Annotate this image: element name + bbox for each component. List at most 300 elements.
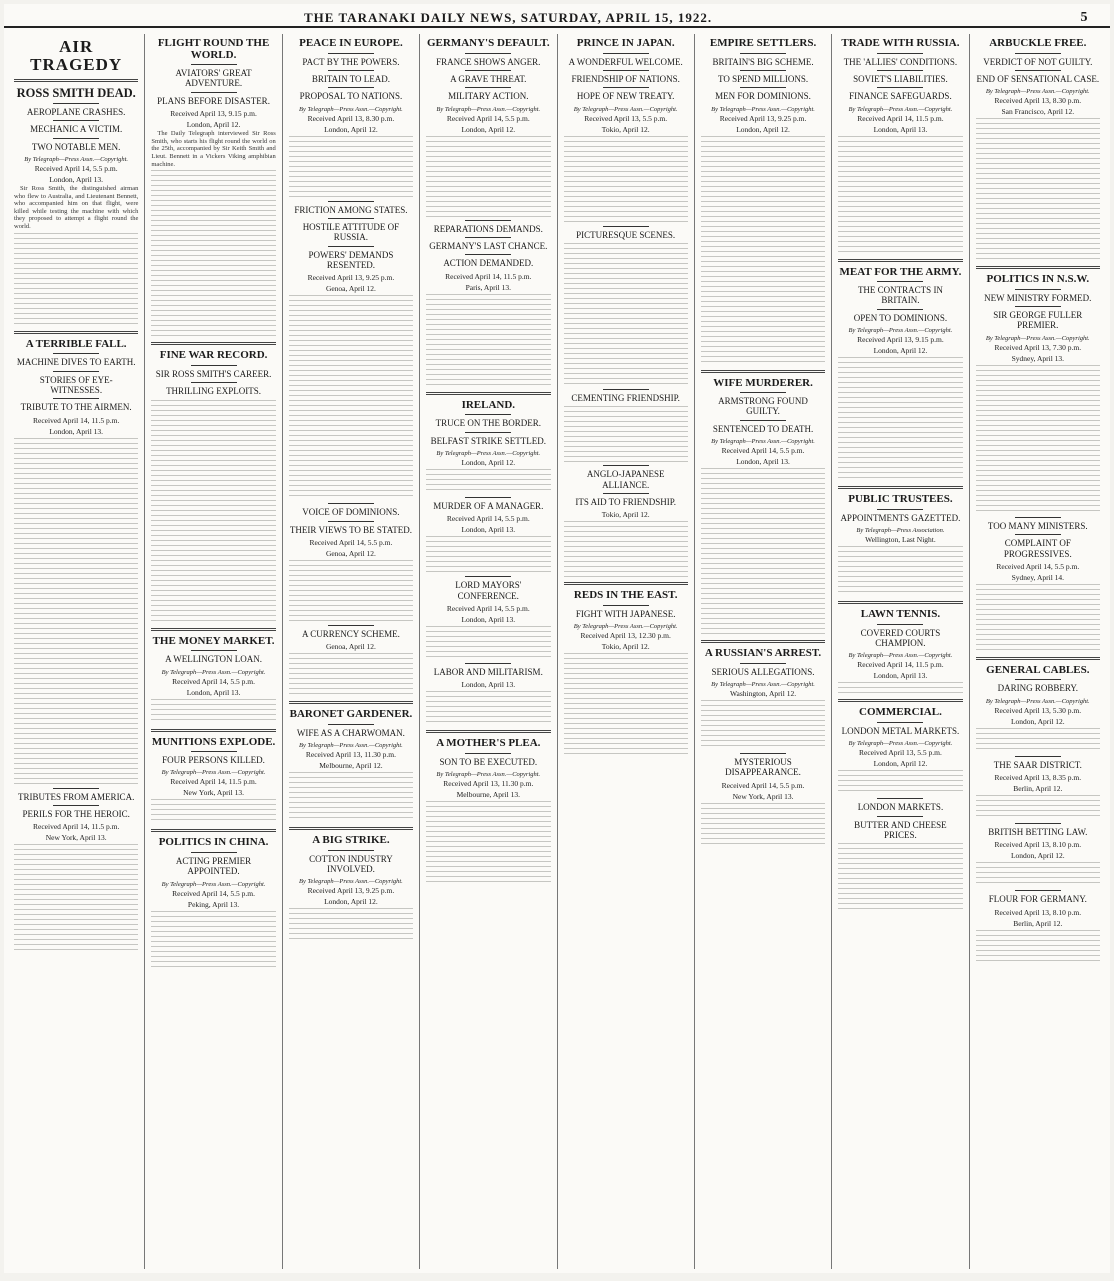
received-time: Received April 13, 5.5 p.m. bbox=[858, 748, 942, 758]
subheadline: ARMSTRONG FOUND GUILTY. bbox=[718, 396, 808, 417]
dateline: Berlin, April 12. bbox=[1013, 784, 1063, 794]
headline: PEACE IN EUROPE. bbox=[299, 37, 403, 49]
body-text-block bbox=[426, 294, 550, 387]
dateline: London, April 13. bbox=[461, 525, 516, 535]
subheadline: REPARATIONS DEMANDS. bbox=[433, 223, 543, 234]
headline-rule bbox=[877, 722, 923, 723]
headline-rule bbox=[465, 220, 511, 221]
subheadline: SERIOUS ALLEGATIONS. bbox=[711, 666, 815, 677]
subheadline: LONDON METAL MARKETS. bbox=[841, 725, 960, 736]
subheadline: BUTTER AND CHEESE PRICES. bbox=[854, 819, 947, 840]
headline-rule bbox=[740, 70, 786, 71]
subheadline: LABOR AND MILITARISM. bbox=[433, 666, 543, 677]
body-text-block bbox=[976, 795, 1100, 820]
received-time: Received April 14, 5.5 p.m. bbox=[172, 676, 256, 686]
subheadline: NEW MINISTRY FORMED. bbox=[984, 292, 1092, 303]
body-text-block bbox=[151, 170, 275, 337]
received-time: Received April 14, 5.5 p.m. bbox=[309, 537, 393, 547]
headline: A TERRIBLE FALL. bbox=[25, 337, 127, 350]
subheadline: COTTON INDUSTRY INVOLVED. bbox=[309, 853, 393, 875]
body-text-block bbox=[426, 136, 550, 217]
body-text-block bbox=[976, 584, 1100, 652]
subheadline: A GRAVE THREAT. bbox=[450, 73, 527, 84]
headline-rule bbox=[1015, 289, 1061, 290]
dateline: London, April 13. bbox=[186, 687, 241, 697]
subheadline: VERDICT OF NOT GUILTY. bbox=[983, 56, 1093, 67]
dateline: London, April 12. bbox=[186, 120, 241, 130]
article-separator bbox=[151, 829, 275, 832]
headline: EMPIRE SETTLERS. bbox=[709, 37, 817, 49]
subheadline: A CURRENCY SCHEME. bbox=[301, 628, 400, 639]
headline-rule bbox=[740, 392, 786, 393]
body-text-block bbox=[289, 560, 413, 622]
dispatch-credit: By Telegraph—Press Assn.—Copyright. bbox=[573, 105, 678, 113]
subheadline: WIFE AS A CHARWOMAN. bbox=[296, 727, 405, 738]
article-separator bbox=[838, 699, 962, 702]
headline-rule bbox=[1015, 823, 1061, 824]
masthead bbox=[4, 4, 1110, 28]
headline-rule bbox=[603, 70, 649, 71]
headline: IRELAND. bbox=[461, 398, 516, 411]
headline-rule bbox=[191, 852, 237, 853]
received-time: Received April 13, 9.25 p.m. bbox=[719, 113, 807, 123]
article-separator bbox=[838, 486, 962, 489]
headline-rule bbox=[877, 87, 923, 88]
dispatch-credit: By Telegraph—Press Assn.—Copyright. bbox=[848, 652, 953, 660]
column-7 bbox=[832, 34, 969, 1269]
dateline: Genoa, April 12. bbox=[325, 284, 376, 294]
body-text-block bbox=[289, 772, 413, 822]
article-separator bbox=[151, 342, 275, 345]
headline-rule bbox=[191, 365, 237, 366]
headline-rule bbox=[1015, 890, 1061, 891]
dateline: New York, April 13. bbox=[183, 788, 244, 798]
headline-rule bbox=[603, 53, 649, 54]
body-text-block bbox=[838, 770, 962, 795]
body-text-block bbox=[701, 136, 825, 365]
dispatch-credit: By Telegraph—Press Assn.—Copyright. bbox=[573, 623, 678, 631]
subheadline: AVIATORS' GREAT ADVENTURE. bbox=[175, 68, 252, 89]
headline-rule bbox=[53, 805, 99, 806]
subheadline: TRUCE ON THE BORDER. bbox=[435, 418, 541, 429]
received-time: Received April 13, 9.15 p.m. bbox=[857, 335, 944, 345]
headline: AIR TRAGEDY bbox=[30, 37, 123, 74]
page-number: 5 bbox=[1080, 10, 1088, 25]
headline-rule bbox=[328, 70, 374, 71]
dateline: Sydney, April 13. bbox=[1011, 353, 1065, 363]
headline-rule bbox=[328, 87, 374, 88]
dateline: Peking, April 13. bbox=[187, 899, 240, 909]
headline-rule bbox=[328, 201, 374, 202]
subheadline: HOSTILE ATTITUDE OF RUSSIA. bbox=[302, 221, 400, 243]
received-time: Received April 14, 5.5 p.m. bbox=[446, 514, 530, 524]
dispatch-credit: By Telegraph—Press Assn.—Copyright. bbox=[299, 878, 403, 886]
body-text-block bbox=[426, 469, 550, 494]
subheadline: SIR GEORGE FULLER PREMIER. bbox=[993, 310, 1083, 331]
dateline: London, April 13. bbox=[461, 614, 516, 624]
headline-rule bbox=[465, 497, 511, 498]
subheadline: TOO MANY MINISTERS. bbox=[987, 520, 1088, 531]
body-text-block bbox=[976, 118, 1100, 261]
dateline: London, April 12. bbox=[736, 124, 790, 134]
dispatch-credit: By Telegraph—Press Assn.—Copyright. bbox=[299, 742, 403, 750]
subheadline: PROPOSAL TO NATIONS. bbox=[299, 91, 403, 102]
headline-rule bbox=[877, 53, 923, 54]
headline-rule bbox=[465, 414, 511, 415]
subheadline: PERILS FOR THE HEROIC. bbox=[22, 809, 130, 820]
body-text-block bbox=[838, 682, 962, 694]
headline-rule bbox=[465, 87, 511, 88]
subheadline: APPOINTMENTS GAZETTED. bbox=[840, 512, 961, 523]
subheadline: SON TO BE EXECUTED. bbox=[439, 756, 538, 767]
subheadline: LONDON MARKETS. bbox=[857, 802, 944, 813]
subheadline: THEIR VIEWS TO BE STATED. bbox=[289, 524, 412, 535]
dateline: Melbourne, April 12. bbox=[319, 761, 383, 771]
headline-rule bbox=[1015, 679, 1061, 680]
dateline: London, April 13. bbox=[49, 426, 104, 436]
headline-rule bbox=[191, 650, 237, 651]
column-8 bbox=[970, 34, 1106, 1269]
body-text-block bbox=[289, 295, 413, 500]
headline-rule bbox=[877, 816, 923, 817]
column-6 bbox=[695, 34, 832, 1269]
article-separator bbox=[151, 729, 275, 732]
body-text-block bbox=[838, 136, 962, 254]
body-text-block bbox=[564, 653, 688, 758]
headline-rule bbox=[1015, 70, 1061, 71]
headline-rule bbox=[465, 753, 511, 754]
headline-rule bbox=[603, 465, 649, 466]
column-5 bbox=[558, 34, 695, 1269]
body-text-block bbox=[976, 862, 1100, 887]
received-time: Received April 14, 11.5 p.m. bbox=[857, 113, 944, 123]
body-text-block bbox=[976, 728, 1100, 753]
headline: POLITICS IN CHINA. bbox=[158, 836, 269, 849]
subheadline: TRIBUTE TO THE AIRMEN. bbox=[20, 402, 132, 413]
dateline: Genoa, April 12. bbox=[325, 642, 376, 652]
headline: A MOTHER'S PLEA. bbox=[436, 737, 541, 750]
received-time: Received April 14, 11.5 p.m. bbox=[33, 415, 120, 425]
masthead-title: THE TARANAKI DAILY NEWS, SATURDAY, APRIL 15, 1922. bbox=[304, 10, 713, 25]
headline-rule bbox=[1015, 306, 1061, 307]
headline-rule bbox=[465, 576, 511, 577]
subheadline: FLOUR FOR GERMANY. bbox=[988, 894, 1087, 905]
headline-rule bbox=[740, 420, 786, 421]
dateline: London, April 13. bbox=[736, 457, 790, 467]
dateline: London, April 12. bbox=[1010, 716, 1065, 726]
body-text-block bbox=[14, 438, 138, 785]
dateline: Melbourne, April 13. bbox=[456, 790, 520, 800]
dispatch-credit: By Telegraph—Press Assn.—Copyright. bbox=[299, 105, 403, 113]
headline-rule bbox=[328, 53, 374, 54]
headline-rule bbox=[328, 850, 374, 851]
headline-rule bbox=[877, 624, 923, 625]
dispatch-credit: By Telegraph—Press Assn.—Copyright. bbox=[711, 105, 815, 113]
headline: COMMERCIAL. bbox=[859, 706, 942, 719]
article-separator bbox=[289, 701, 413, 704]
article-separator bbox=[838, 259, 962, 262]
dateline: London, April 13. bbox=[461, 680, 516, 690]
article-separator bbox=[289, 827, 413, 830]
subheadline: A WONDERFUL WELCOME. bbox=[568, 56, 683, 67]
dateline: Wellington, Last Night. bbox=[865, 535, 936, 545]
article-separator bbox=[426, 392, 550, 395]
subheadline: FINANCE SAFEGUARDS. bbox=[849, 91, 952, 102]
subheadline: PLANS BEFORE DISASTER. bbox=[157, 95, 270, 106]
received-time: Received April 14, 5.5 p.m. bbox=[721, 780, 805, 790]
headline-rule bbox=[53, 398, 99, 399]
subheadline: BRITISH BETTING LAW. bbox=[988, 827, 1088, 838]
body-text-block bbox=[426, 536, 550, 573]
dateline: Washington, April 12. bbox=[730, 689, 797, 699]
column-3 bbox=[283, 34, 420, 1269]
article-separator bbox=[564, 582, 688, 585]
body-text-block bbox=[564, 521, 688, 577]
body-text-block bbox=[976, 365, 1100, 514]
headline: MEAT FOR THE ARMY. bbox=[839, 265, 962, 278]
headline-rule bbox=[465, 237, 511, 238]
received-time: Received April 13, 11.30 p.m. bbox=[305, 750, 396, 760]
dateline: London, April 12. bbox=[873, 759, 928, 769]
headline: A RUSSIAN'S ARREST. bbox=[704, 647, 822, 660]
headline-rule bbox=[603, 226, 649, 227]
subheadline: ITS AID TO FRIENDSHIP. bbox=[575, 496, 677, 507]
headline-rule bbox=[465, 70, 511, 71]
body-text-block bbox=[151, 699, 275, 724]
body-text-block bbox=[14, 844, 138, 953]
dispatch-credit: By Telegraph—Press Assn.—Copyright. bbox=[711, 438, 815, 446]
column-1 bbox=[8, 34, 145, 1269]
headline-rule bbox=[603, 87, 649, 88]
article-separator bbox=[701, 640, 825, 643]
columns-container bbox=[8, 34, 1106, 1269]
received-time: Received April 13, 5.30 p.m. bbox=[994, 705, 1082, 715]
headline-rule bbox=[603, 605, 649, 606]
subheadline: MACHINE DIVES TO EARTH. bbox=[16, 357, 136, 368]
headline-rule bbox=[53, 120, 99, 121]
body-text-block bbox=[151, 911, 275, 967]
dispatch-credit: By Telegraph—Press Assn.—Copyright. bbox=[436, 105, 541, 113]
subheadline: ACTING PREMIER APPOINTED. bbox=[175, 855, 252, 877]
headline: POLITICS IN N.S.W. bbox=[986, 273, 1090, 286]
received-time: Received April 13, 9.25 p.m. bbox=[307, 886, 395, 896]
body-text-block bbox=[838, 843, 962, 911]
headline-rule bbox=[877, 798, 923, 799]
headline-rule bbox=[740, 753, 786, 754]
received-time: Received April 14, 11.5 p.m. bbox=[33, 822, 120, 832]
received-time: Received April 13, 5.5 p.m. bbox=[584, 113, 668, 123]
headline-rule bbox=[328, 218, 374, 219]
subheadline: MILITARY ACTION. bbox=[448, 91, 529, 102]
subheadline: THE 'ALLIES' CONDITIONS. bbox=[843, 56, 958, 67]
dateline: London, April 12. bbox=[324, 897, 378, 907]
received-time: Received April 14, 5.5 p.m. bbox=[996, 561, 1080, 571]
subheadline: HOPE OF NEW TREATY. bbox=[576, 91, 675, 102]
dateline: Berlin, April 12. bbox=[1013, 918, 1063, 928]
dispatch-credit: By Telegraph—Press Assn.—Copyright. bbox=[848, 740, 953, 748]
article-separator bbox=[14, 331, 138, 334]
subheadline: FIGHT WITH JAPANESE. bbox=[575, 608, 676, 619]
received-time: Received April 14, 11.5 p.m. bbox=[445, 271, 532, 281]
received-time: Received April 14, 5.5 p.m. bbox=[172, 888, 256, 898]
headline: PUBLIC TRUSTEES. bbox=[848, 493, 953, 506]
dateline: London, April 12. bbox=[461, 457, 516, 467]
body-text-block bbox=[701, 468, 825, 635]
dispatch-credit: By Telegraph—Press Assn.—Copyright. bbox=[985, 88, 1090, 96]
headline-rule bbox=[465, 432, 511, 433]
dateline: London, April 13. bbox=[49, 174, 104, 184]
body-text-block bbox=[564, 406, 688, 462]
dispatch-credit: By Telegraph—Press Assn.—Copyright. bbox=[848, 327, 953, 335]
dateline: Sydney, April 14. bbox=[1011, 572, 1065, 582]
headline-rule bbox=[603, 493, 649, 494]
subheadline: SENTENCED TO DEATH. bbox=[712, 423, 814, 434]
subheadline: MECHANIC A VICTIM. bbox=[30, 124, 123, 135]
headline-rule bbox=[1015, 517, 1061, 518]
newspaper-page bbox=[4, 4, 1110, 1273]
headline: ARBUCKLE FREE. bbox=[989, 37, 1087, 49]
headline-rule bbox=[328, 503, 374, 504]
dispatch-credit: By Telegraph—Press Assn.—Copyright. bbox=[161, 668, 266, 676]
dateline: Tokio, April 12. bbox=[601, 642, 650, 652]
headline-rule bbox=[465, 663, 511, 664]
article-separator bbox=[701, 370, 825, 373]
body-text-block bbox=[14, 233, 138, 326]
headline-rule bbox=[877, 309, 923, 310]
headline-rule bbox=[328, 246, 374, 247]
column-2 bbox=[145, 34, 282, 1269]
body-text-block bbox=[289, 136, 413, 198]
dispatch-credit: By Telegraph—Press Assn.—Copyright. bbox=[24, 155, 129, 163]
dateline: New York, April 13. bbox=[45, 833, 107, 843]
received-time: Received April 14, 5.5 p.m. bbox=[34, 163, 118, 173]
subheadline: FOUR PERSONS KILLED. bbox=[162, 755, 265, 766]
subheadline: ACTION DEMANDED. bbox=[443, 258, 534, 269]
subheadline: STORIES OF EYE-WITNESSES. bbox=[39, 374, 113, 396]
headline-rule bbox=[465, 254, 511, 255]
received-time: Received April 13, 9.15 p.m. bbox=[170, 109, 257, 119]
headline-rule bbox=[1015, 756, 1061, 757]
headline-rule bbox=[191, 64, 237, 65]
subheadline: PICTURESQUE SCENES. bbox=[576, 229, 676, 240]
headline-rule bbox=[328, 625, 374, 626]
received-time: Received April 13, 8.10 p.m. bbox=[994, 840, 1082, 850]
headline: A BIG STRIKE. bbox=[312, 834, 390, 847]
subheadline: COVERED COURTS CHAMPION. bbox=[860, 627, 941, 648]
received-time: Received April 14, 5.5 p.m. bbox=[446, 113, 530, 123]
column-4 bbox=[420, 34, 557, 1269]
dateline: San Francisco, April 12. bbox=[1001, 107, 1075, 117]
dateline: London, April 13. bbox=[873, 671, 928, 681]
subheadline: BRITAIN'S BIG SCHEME. bbox=[712, 56, 814, 67]
subheadline: BELFAST STRIKE SETTLED. bbox=[430, 435, 547, 446]
headline-rule bbox=[53, 138, 99, 139]
body-text-block bbox=[838, 357, 962, 481]
received-time: Received April 14, 11.5 p.m. bbox=[857, 660, 944, 670]
subheadline: ANGLO-JAPANESE ALLIANCE. bbox=[586, 469, 665, 490]
subheadline: POWERS' DEMANDS RESENTED. bbox=[308, 249, 394, 270]
headline-rule bbox=[191, 92, 237, 93]
subheadline: FRICTION AMONG STATES. bbox=[294, 204, 408, 215]
subheadline: A WELLINGTON LOAN. bbox=[165, 654, 263, 665]
subheadline: THE SAAR DISTRICT. bbox=[993, 759, 1082, 770]
headline-rule bbox=[1015, 534, 1061, 535]
article-text: The Daily Telegraph interviewed Sir Ross Smith, who starts his flight round the world on the 25th, accompanied by Sir Keith Smith and Lieut. Bennett in a Vickers Viking amphibian machine. bbox=[151, 130, 276, 168]
received-time: Received April 13, 8.35 p.m. bbox=[994, 773, 1082, 783]
received-time: Received April 13, 9.25 p.m. bbox=[307, 273, 395, 283]
body-text-block bbox=[151, 400, 275, 623]
article-separator bbox=[976, 266, 1100, 269]
headline-rule bbox=[191, 751, 237, 752]
dispatch-credit: By Telegraph—Press Assn.—Copyright. bbox=[985, 697, 1090, 705]
headline-rule bbox=[53, 103, 99, 104]
dateline: Tokio, April 12. bbox=[601, 124, 650, 134]
dispatch-credit: By Telegraph—Press Assn.—Copyright. bbox=[711, 681, 815, 689]
subheadline: OPEN TO DOMINIONS. bbox=[853, 312, 948, 323]
headline-rule bbox=[53, 353, 99, 354]
body-text-block bbox=[289, 908, 413, 939]
dateline: Genoa, April 12. bbox=[325, 548, 376, 558]
headline: PRINCE IN JAPAN. bbox=[576, 37, 675, 49]
received-time: Received April 13, 11.30 p.m. bbox=[443, 779, 534, 789]
headline-rule bbox=[328, 521, 374, 522]
article-text: Sir Ross Smith, the distinguished airman who flew to Australia, and Lieutenant Bennett, who accompanied him on that flight, were killed while testing the machine with which they proposed to attempt a flight round the world. bbox=[14, 184, 139, 231]
headline: BARONET GARDENER. bbox=[289, 708, 413, 721]
headline-rule bbox=[603, 389, 649, 390]
headline-rule bbox=[740, 87, 786, 88]
received-time: Received April 13, 12.30 p.m. bbox=[580, 631, 671, 641]
subheadline: MYSTERIOUS DISAPPEARANCE. bbox=[725, 757, 801, 778]
headline: FLIGHT ROUND THE WORLD. bbox=[157, 37, 270, 61]
dateline: London, April 12. bbox=[873, 346, 928, 356]
article-separator bbox=[976, 657, 1100, 660]
article-separator bbox=[426, 730, 550, 733]
subheadline: SIR ROSS SMITH'S CAREER. bbox=[155, 368, 272, 379]
subheadline: BRITAIN TO LEAD. bbox=[311, 73, 391, 84]
headline: ROSS SMITH DEAD. bbox=[16, 85, 136, 100]
subheadline: LORD MAYORS' CONFERENCE. bbox=[455, 580, 522, 601]
received-time: Received April 14, 11.5 p.m. bbox=[170, 777, 257, 787]
subheadline: FRANCE SHOWS ANGER. bbox=[436, 56, 541, 67]
headline-rule bbox=[740, 663, 786, 664]
article-separator bbox=[838, 601, 962, 604]
headline: FINE WAR RECORD. bbox=[159, 349, 268, 362]
headline-rule bbox=[53, 788, 99, 789]
headline: TRADE WITH RUSSIA. bbox=[841, 37, 960, 49]
dispatch-credit: By Telegraph—Press Assn.—Copyright. bbox=[436, 449, 541, 457]
body-text-block bbox=[426, 691, 550, 725]
received-time: Received April 13, 8.30 p.m. bbox=[994, 96, 1082, 106]
subheadline: COMPLAINT OF PROGRESSIVES. bbox=[1003, 538, 1072, 559]
article-separator bbox=[14, 79, 138, 82]
dateline: New York, April 13. bbox=[732, 791, 794, 801]
dateline: London, April 12. bbox=[324, 124, 378, 134]
subheadline: THE CONTRACTS IN BRITAIN. bbox=[857, 285, 943, 306]
body-text-block bbox=[701, 700, 825, 750]
subheadline: DARING ROBBERY. bbox=[997, 683, 1078, 694]
headline-rule bbox=[465, 53, 511, 54]
headline-rule bbox=[877, 281, 923, 282]
body-text-block bbox=[976, 930, 1100, 961]
headline: WIFE MURDERER. bbox=[713, 376, 813, 389]
headline-rule bbox=[877, 70, 923, 71]
body-text-block bbox=[289, 653, 413, 696]
subheadline: GERMANY'S LAST CHANCE. bbox=[429, 240, 548, 251]
headline: REDS IN THE EAST. bbox=[573, 589, 678, 602]
subheadline: PACT BY THE POWERS. bbox=[302, 56, 400, 67]
received-time: Received April 13, 8.10 p.m. bbox=[994, 907, 1082, 917]
subheadline: SOVIET'S LIABILITIES. bbox=[853, 73, 948, 84]
